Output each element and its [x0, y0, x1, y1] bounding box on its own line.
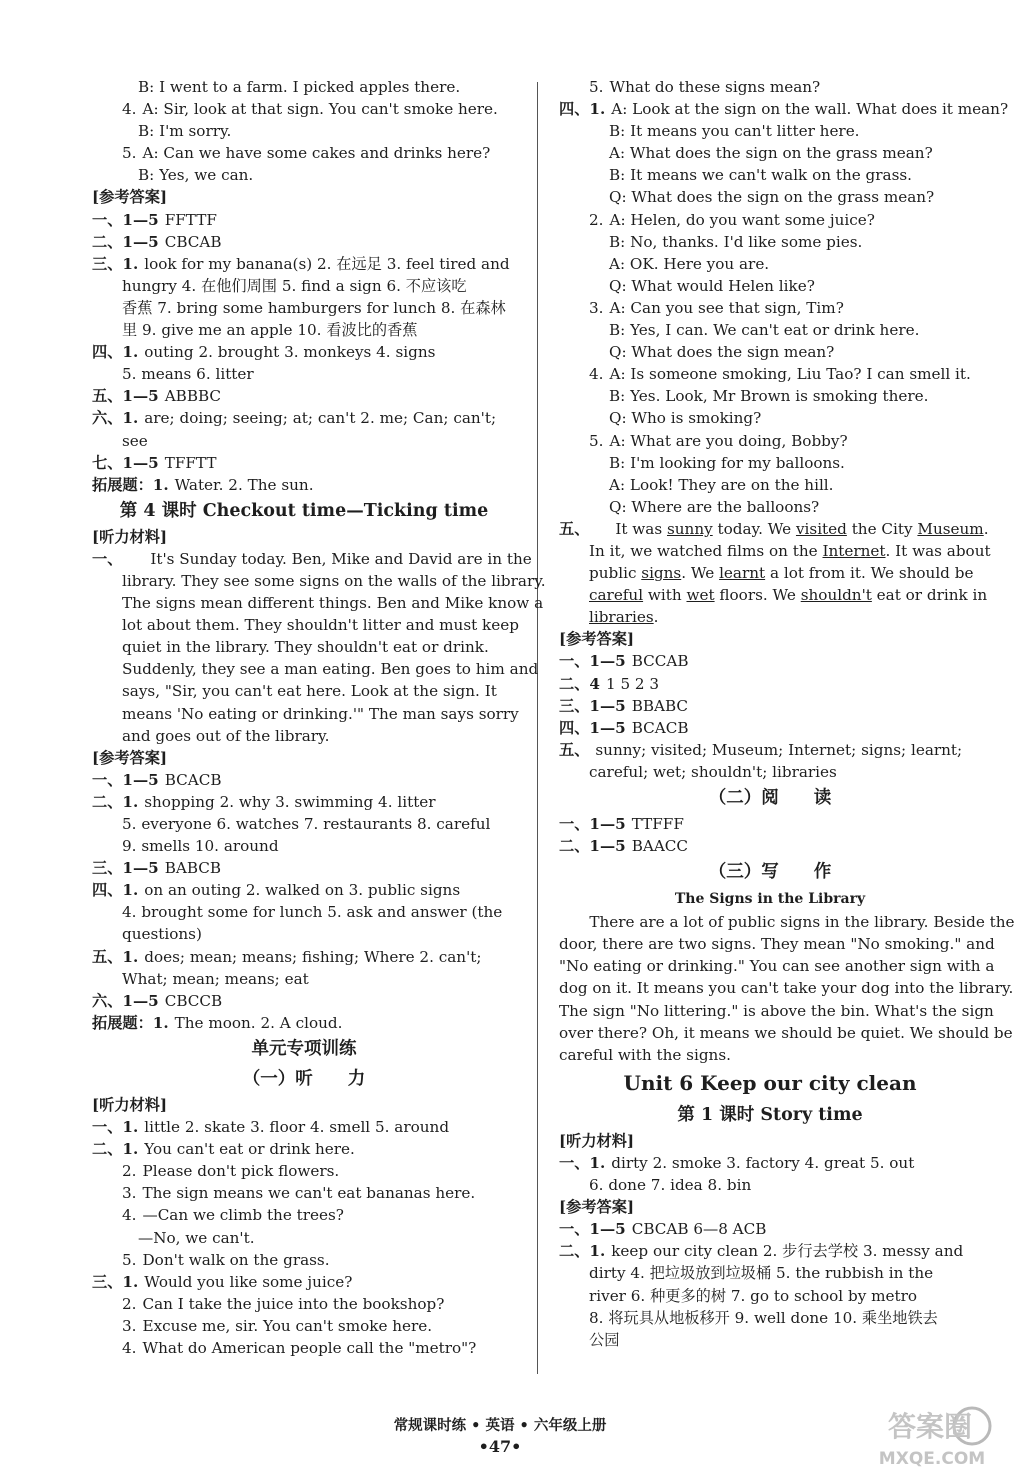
passage-segment: In it, we watched films on the — [589, 541, 823, 560]
item-text: CBCAB 6—8 ACB — [631, 1220, 767, 1239]
passage-segment: a lot from it. We should be — [765, 564, 974, 583]
item-text: What do these signs mean? — [609, 78, 821, 96]
text-line — [92, 430, 516, 452]
item-text: questions) — [122, 925, 202, 944]
svg-text:答案圈: 答案圈 — [887, 1410, 973, 1443]
item-text: [听力材料] — [92, 527, 168, 546]
item-text: B: Yes, we can. — [138, 166, 254, 185]
item-text: What; mean; means; eat — [122, 969, 309, 988]
item-number: 二、1. — [92, 792, 139, 811]
item-text: does; mean; means; fishing; Where 2. can't; — [144, 947, 482, 966]
text-line — [92, 813, 516, 835]
item-text: —No, we can't. — [138, 1228, 255, 1247]
text-line — [92, 297, 516, 319]
answer-blank: wet — [686, 586, 715, 605]
item-text: 4. brought some for lunch 5. ask and answer (the — [122, 903, 503, 922]
text-line — [92, 769, 516, 791]
text-line — [559, 1218, 981, 1240]
text-line — [559, 650, 981, 672]
item-text: B: Yes, I can. We can't eat or drink here. — [609, 321, 920, 340]
item-number: 5. — [589, 431, 604, 450]
text-line — [559, 717, 981, 739]
text-line — [559, 363, 981, 385]
answer-blank: visited — [795, 519, 847, 538]
item-text: BBABC — [631, 696, 689, 715]
text-line — [559, 297, 981, 319]
text-line — [92, 725, 516, 747]
watermark-logo — [860, 1400, 992, 1470]
text-line — [92, 1315, 516, 1337]
passage-text — [589, 562, 981, 584]
passage-line — [559, 518, 989, 540]
answer-blank: Internet — [822, 541, 886, 560]
text-line — [92, 1182, 516, 1204]
item-text: little 2. skate 3. floor 4. smell 5. around — [144, 1118, 450, 1137]
passage-line — [559, 584, 988, 606]
item-text: CBCAB — [164, 232, 222, 251]
item-number: 5. — [122, 144, 137, 163]
text-line — [559, 813, 981, 835]
text-line — [559, 209, 981, 231]
item-text: sunny; visited; Museum; Internet; signs; learnt; — [595, 740, 963, 759]
item-text: A: What are you doing, Bobby? — [609, 431, 848, 450]
right-block-2 — [559, 628, 981, 783]
text-line — [92, 452, 516, 474]
text-line — [92, 658, 539, 680]
item-number: 一、1—5 — [92, 770, 159, 789]
item-text: B: Yes. Look, Mr Brown is smoking there. — [609, 387, 929, 406]
item-number: 4. — [122, 1206, 137, 1225]
item-number: 2. — [589, 210, 604, 229]
text-line — [92, 946, 516, 968]
item-text: BCACB — [164, 770, 222, 789]
lesson4-heading: 第 4 课时 Checkout time—Ticking time — [119, 500, 489, 521]
item-text: hungry 4. 在他们周围 5. find a sign 6. 不应该吃 — [122, 276, 467, 295]
item-text: 公园 — [589, 1330, 620, 1349]
item-text: BABCB — [164, 859, 222, 878]
text-line — [559, 496, 981, 518]
item-number: 3. — [122, 1316, 137, 1335]
text-line — [92, 570, 546, 592]
text-line — [92, 186, 516, 208]
item-number: 二、4 — [559, 674, 600, 693]
text-line — [559, 474, 981, 496]
item-text: BCACB — [631, 718, 689, 737]
text-line — [559, 835, 981, 857]
item-text: The sign means we can't eat bananas here. — [142, 1184, 476, 1203]
essay-line: careful with the signs. — [559, 1045, 731, 1064]
item-text: B: I went to a farm. I picked apples there. — [138, 78, 461, 96]
cloze-passage — [559, 518, 991, 628]
text-line — [92, 614, 519, 636]
item-number: 一、1. — [559, 1153, 606, 1172]
text-line — [559, 319, 981, 341]
text-line — [92, 1227, 516, 1249]
item-text: It's Sunday today. Ben, Mike and David are in the — [150, 549, 532, 568]
item-number: 四、1—5 — [559, 718, 626, 737]
item-text: [参考答案] — [559, 1198, 635, 1217]
item-number: 一、1—5 — [92, 210, 159, 229]
item-text: Don't walk on the grass. — [142, 1250, 330, 1269]
story-time-heading: 第 1 课时 Story time — [677, 1104, 863, 1125]
item-number: 五、 — [559, 519, 590, 538]
item-text: Q: What does the sign mean? — [609, 343, 835, 362]
text-line — [92, 341, 516, 363]
right-block-3 — [559, 813, 981, 857]
item-text: 里 9. give me an apple 10. 看波比的香蕉 — [122, 321, 418, 340]
text-line — [92, 1293, 516, 1315]
item-text: [参考答案] — [92, 188, 168, 207]
answer-blank: Museum — [917, 519, 984, 538]
item-text: FFTTF — [164, 210, 217, 229]
item-text: dirty 4. 把垃圾放到垃圾桶 5. the rubbish in the — [589, 1264, 934, 1283]
answer-blank: careful — [589, 586, 644, 605]
text-line — [559, 231, 981, 253]
reading-heading: （二）阅 读 — [708, 788, 832, 808]
item-text: are; doing; seeing; at; can't 2. me; Can; can't; — [144, 409, 497, 428]
item-number: 拓展题：1. — [92, 475, 169, 494]
item-text: Q: What would Helen like? — [609, 276, 815, 295]
text-line — [559, 164, 981, 186]
item-number: 一、1—5 — [559, 815, 626, 833]
text-line — [92, 703, 519, 725]
essay-line: dog on it. It means you can't take your dog into the library. — [559, 979, 1014, 998]
text-line — [92, 879, 516, 901]
text-line — [559, 739, 981, 761]
item-number: 一、1. — [92, 1118, 139, 1137]
item-number: 2. — [122, 1162, 137, 1181]
item-text: TFFTT — [164, 453, 217, 472]
item-text: quiet in the library. They shouldn't eat or drink. — [122, 638, 489, 657]
answer-blank: libraries — [589, 608, 654, 627]
item-text: A: Can you see that sign, Tim? — [609, 298, 844, 317]
text-line — [92, 592, 544, 614]
text-line — [559, 98, 1009, 120]
item-text: on an outing 2. walked on 3. public signs — [144, 881, 461, 900]
item-text: A: What does the sign on the grass mean? — [609, 144, 933, 163]
item-text: CBCCB — [164, 991, 223, 1010]
text-line — [92, 319, 516, 341]
item-number: 三、1. — [92, 254, 139, 273]
text-line — [92, 142, 516, 164]
essay-line: door, there are two signs. They mean "No smoking." and — [559, 935, 995, 954]
item-text: TTFFF — [631, 815, 684, 833]
item-text: —Can we climb the trees? — [142, 1206, 344, 1225]
item-text: What do American people call the "metro"? — [142, 1338, 477, 1357]
text-line — [92, 164, 516, 186]
text-line — [92, 526, 516, 548]
text-line — [559, 385, 981, 407]
answer-blank: learnt — [719, 564, 766, 583]
text-line — [559, 761, 981, 783]
item-text: 9. smells 10. around — [122, 837, 279, 856]
essay-line: "No eating or drinking." You can see another sign with a — [559, 957, 995, 976]
essay-title: The Signs in the Library — [674, 891, 866, 908]
right-column — [559, 76, 1015, 1351]
text-line — [92, 407, 516, 429]
item-text: A: Sir, look at that sign. You can't smoke here. — [142, 100, 498, 119]
item-text: The signs mean different things. Ben and Mike know a — [122, 594, 544, 613]
text-line — [92, 1337, 516, 1359]
passage-line — [559, 540, 991, 562]
text-line — [92, 968, 516, 990]
text-line — [559, 628, 981, 650]
text-line — [559, 1285, 981, 1307]
item-text: B: No, thanks. I'd like some pies. — [609, 232, 863, 251]
item-text: [参考答案] — [92, 748, 168, 767]
passage-segment: It was — [615, 519, 667, 538]
item-text: keep our city clean 2. 步行去学校 3. messy and — [611, 1242, 964, 1261]
item-text: Q: What does the sign on the grass mean? — [609, 188, 935, 207]
item-text: BAACC — [631, 837, 689, 856]
text-line — [92, 98, 516, 120]
text-line — [92, 680, 516, 702]
text-line — [92, 901, 516, 923]
right-block-1 — [559, 76, 1009, 518]
item-text: dirty 2. smoke 3. factory 4. great 5. out — [611, 1153, 915, 1172]
text-line — [559, 76, 981, 98]
item-number: 4. — [122, 100, 137, 119]
text-line — [559, 1307, 981, 1329]
text-line — [559, 120, 981, 142]
item-text: [听力材料] — [92, 1095, 168, 1114]
answer-blank: sunny — [666, 519, 713, 538]
item-text: Q: Where are the balloons? — [609, 497, 820, 516]
text-line — [559, 1196, 981, 1218]
item-text: 5. everyone 6. watches 7. restaurants 8. careful — [122, 815, 491, 833]
text-line — [92, 385, 516, 407]
item-text: A: Helen, do you want some juice? — [609, 210, 875, 229]
item-text: B: It means we can't walk on the grass. — [609, 166, 912, 185]
text-line — [92, 548, 532, 570]
text-line — [92, 231, 516, 253]
item-number: 拓展题：1. — [92, 1013, 169, 1032]
passage-text — [589, 606, 981, 628]
essay-body — [559, 911, 1015, 1066]
text-line — [92, 253, 516, 275]
item-text: A: Look at the sign on the wall. What does it mean? — [611, 100, 1009, 119]
item-number: 三、1—5 — [92, 859, 159, 878]
svg-text:MXQE.COM: MXQE.COM — [878, 1449, 986, 1469]
item-number: 五、 — [559, 740, 590, 759]
item-number: 一、 — [92, 549, 123, 568]
item-text: and goes out of the library. — [122, 726, 330, 745]
item-number: 3. — [589, 298, 604, 317]
answer-blank: signs — [641, 564, 682, 583]
item-number: 4. — [122, 1338, 137, 1357]
item-text: A: Can we have some cakes and drinks here? — [142, 144, 491, 163]
text-line — [92, 857, 516, 879]
item-text: Excuse me, sir. You can't smoke here. — [142, 1316, 433, 1335]
item-text: A: Look! They are on the hill. — [609, 475, 834, 494]
text-line — [559, 695, 981, 717]
passage-text — [589, 540, 991, 562]
item-text: Water. 2. The sun. — [174, 475, 314, 494]
page-number: •47• — [478, 1437, 522, 1456]
item-text: library. They see some signs on the walls of the library. — [122, 571, 546, 590]
item-text: 6. done 7. idea 8. bin — [589, 1176, 752, 1195]
item-text: careful; wet; shouldn't; libraries — [589, 762, 837, 781]
passage-segment: the City — [846, 519, 918, 538]
text-line — [92, 1160, 516, 1182]
text-line — [92, 1204, 516, 1226]
item-number: 三、1—5 — [559, 696, 626, 715]
right-block-4 — [559, 1130, 981, 1351]
passage-line — [559, 562, 981, 584]
item-text: A: Is someone smoking, Liu Tao? I can smell it. — [609, 365, 971, 384]
item-text: You can't eat or drink here. — [144, 1140, 355, 1159]
item-text: means 'No eating or drinking.'" The man says sorry — [122, 704, 519, 723]
text-line — [92, 120, 516, 142]
text-line — [92, 474, 516, 496]
item-number: 七、1—5 — [92, 453, 159, 472]
passage-text — [615, 518, 988, 540]
item-text: Can I take the juice into the bookshop? — [142, 1294, 445, 1313]
item-number: 3. — [122, 1184, 137, 1203]
left-block-1 — [92, 76, 516, 496]
text-line — [92, 791, 516, 813]
writing-heading: （三）写 作 — [708, 862, 832, 883]
item-number: 4. — [589, 365, 604, 384]
text-line — [92, 636, 516, 658]
item-number: 5. — [589, 78, 604, 96]
item-text: Suddenly, they see a man eating. Ben goes to him and — [122, 660, 539, 679]
item-text: Q: Who is smoking? — [609, 409, 762, 428]
text-line — [92, 1094, 516, 1116]
item-number: 2. — [122, 1294, 137, 1313]
item-number: 四、1. — [92, 343, 139, 362]
item-text: river 6. 种更多的树 7. go to school by metro — [589, 1286, 918, 1305]
essay-line: There are a lot of public signs in the library. Beside the — [559, 913, 1015, 932]
item-text: see — [122, 431, 148, 450]
text-line — [559, 1152, 981, 1174]
passage-segment: . We — [681, 564, 720, 583]
item-number: 二、1. — [559, 1242, 606, 1261]
item-number: 六、1—5 — [92, 991, 159, 1010]
passage-line — [559, 606, 981, 628]
item-text: look for my banana(s) 2. 在远足 3. feel tired and — [144, 254, 510, 273]
listening-heading: （一）听 力 — [242, 1068, 366, 1089]
text-line — [92, 1249, 516, 1271]
passage-segment: . It was about — [885, 541, 991, 560]
item-number: 六、1. — [92, 409, 139, 428]
item-number: 五、1. — [92, 947, 139, 966]
item-text: B: I'm looking for my balloons. — [609, 453, 845, 472]
item-text: BCCAB — [631, 652, 689, 671]
item-text: 8. 将玩具从地板移开 9. well done 10. 乘坐地铁去 — [589, 1308, 938, 1327]
text-line — [92, 990, 516, 1012]
left-column — [92, 76, 546, 1359]
text-line — [92, 76, 516, 98]
item-text: 香蕉 7. bring some hamburgers for lunch 8. 在森林 — [122, 298, 506, 317]
item-text: The moon. 2. A cloud. — [174, 1013, 343, 1032]
text-line — [92, 923, 516, 945]
text-line — [92, 1012, 516, 1034]
item-text: shopping 2. why 3. swimming 4. litter — [144, 792, 436, 811]
passage-segment: eat or drink in — [871, 586, 988, 605]
passage-segment: today. We — [712, 519, 796, 538]
item-number: 四、1. — [559, 100, 606, 119]
text-line — [559, 341, 981, 363]
item-text: Would you like some juice? — [144, 1272, 353, 1291]
text-line — [559, 1329, 981, 1351]
text-line — [92, 209, 516, 231]
text-line — [92, 1138, 516, 1160]
text-line — [559, 407, 981, 429]
item-text: B: It means you can't litter here. — [609, 122, 860, 141]
unit-training-heading: 单元专项训练 — [251, 1038, 357, 1059]
answer-blank: shouldn't — [800, 586, 872, 605]
item-text: lot about them. They shouldn't litter and must keep — [122, 616, 519, 635]
left-block-2 — [92, 526, 546, 1034]
text-line — [559, 186, 981, 208]
item-number: 一、1—5 — [559, 1220, 626, 1239]
item-text: Please don't pick flowers. — [142, 1162, 340, 1181]
item-number: 5. — [122, 1250, 137, 1269]
item-number: 五、1—5 — [92, 387, 159, 406]
item-text: ABBBC — [164, 387, 222, 406]
text-line — [559, 673, 981, 695]
item-text: says, "Sir, you can't eat here. Look at the sign. It — [122, 682, 497, 701]
text-line — [559, 275, 981, 297]
text-line — [559, 1130, 981, 1152]
item-number: 四、1. — [92, 881, 139, 900]
passage-segment: . — [983, 519, 989, 538]
item-number: 二、1—5 — [559, 837, 626, 856]
passage-segment: floors. We — [714, 586, 801, 605]
item-number: 三、1. — [92, 1272, 139, 1291]
passage-segment: with — [643, 586, 687, 605]
unit6-heading: Unit 6 Keep our city clean — [623, 1070, 917, 1095]
passage-segment: public — [589, 564, 642, 583]
text-line — [559, 1262, 981, 1284]
text-line — [559, 430, 981, 452]
item-text: [听力材料] — [559, 1131, 635, 1150]
text-line — [92, 275, 516, 297]
text-line — [559, 1174, 981, 1196]
item-text: [参考答案] — [559, 630, 635, 649]
passage-text — [589, 584, 987, 606]
text-line — [92, 1271, 516, 1293]
left-block-3 — [92, 1094, 516, 1359]
text-line — [92, 1116, 516, 1138]
item-number: 二、1—5 — [92, 232, 159, 251]
footer-title: 常规课时练 • 英语 • 六年级上册 — [393, 1417, 607, 1434]
text-line — [92, 747, 516, 769]
passage-segment: . — [653, 608, 659, 627]
item-text: outing 2. brought 3. monkeys 4. signs — [144, 343, 436, 362]
text-line — [92, 363, 516, 385]
column-divider — [537, 82, 538, 1374]
text-line — [559, 253, 981, 275]
item-number: 一、1—5 — [559, 652, 626, 671]
item-number: 二、1. — [92, 1140, 139, 1159]
page-footer — [0, 1414, 1000, 1456]
text-line — [559, 452, 981, 474]
item-text: 1 5 2 3 — [605, 674, 660, 693]
item-text: B: I'm sorry. — [138, 122, 232, 141]
item-text: 5. means 6. litter — [122, 365, 254, 384]
text-line — [92, 835, 516, 857]
text-line — [559, 1240, 981, 1262]
essay-line: over there? Oh, it means we should be quiet. We should be — [559, 1023, 1013, 1042]
text-line — [559, 142, 981, 164]
item-text: A: OK. Here you are. — [609, 254, 770, 273]
essay-line: The sign "No littering." is above the bin. What's the sign — [559, 1001, 994, 1020]
